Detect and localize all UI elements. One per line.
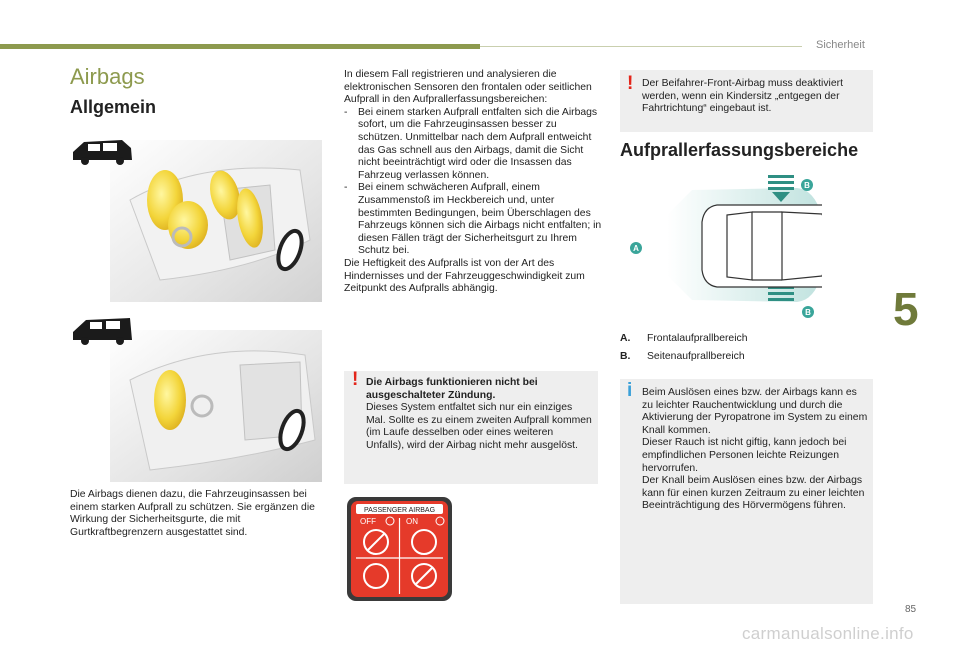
warning-text: Dieses System entfaltet sich nur ein einziges Mal. Sollte es zu einem zweiten Aufprall kommen (im Laufe desselben oder eines weiteren Unfalls), wird der Airbag nicht mehr ausgelöst. xyxy=(366,402,592,451)
header-accent-bar xyxy=(0,44,480,49)
header-rule xyxy=(480,46,802,47)
info-icon: i xyxy=(627,380,633,401)
page-number: 85 xyxy=(905,604,917,615)
watermark: carmanualsonline.info xyxy=(742,624,914,643)
panel-label: PASSENGER AIRBAG xyxy=(363,507,436,514)
zone-b-bottom-label: B xyxy=(805,308,811,317)
legend-key-b: B. xyxy=(620,350,631,362)
panel-off-label: OFF xyxy=(360,517,376,526)
closing-text: Die Heftigkeit des Aufpralls ist von der Art des Hindernisses und der Fahrzeuggeschwindigkeit zum Zeitpunkt des Aufpralls abhängig. xyxy=(344,257,585,295)
child-seat-warning-text: Der Beifahrer-Front-Airbag muss deaktiviert werden, wenn ein Kindersitz „entgegen der Fahrtrichtung“ eingebaut ist. xyxy=(642,78,843,115)
list-item xyxy=(620,333,860,346)
info-line: Der Knall beim Auslösen eines bzw. der Airbags kann für einen kurzen Zeitraum zu einer leichten Beeinträchtigung des Hörvermögens führen. xyxy=(642,475,865,512)
section-name: Sicherheit xyxy=(816,39,865,51)
bullet-weak-impact: Bei einem schwächeren Aufprall, einem Zusammenstoß im Heckbereich und, unter bestimmten Bedingungen, beim Überschlagen des Fahrzeugs können sich die Airbags nicht entfalten; in diesen Fällen trägt der Sicherheitsgurt zu Ihrem Schutz bei. xyxy=(358,182,602,257)
legend-label-b: Seitenaufprallbereich xyxy=(647,350,745,362)
deployment-description xyxy=(344,69,602,296)
panel-on-label: ON xyxy=(406,517,418,526)
impact-zones-diagram xyxy=(622,170,822,320)
van-icon xyxy=(73,318,132,345)
legend-key-a: A. xyxy=(620,333,631,344)
bullet-strong-impact: Bei einem starken Aufprall entfalten sich die Airbags sofort, um die Fahrzeuginsassen besser zu schützen. Unmittelbar nach dem Aufprall entweicht das Gas schnell aus den Airbags, damit die Sicht nicht beeinträchtigt wird oder die Insassen das Fahrzeug verlassen können. xyxy=(358,106,598,181)
airbags-purpose-text: Die Airbags dienen dazu, die Fahrzeuginsassen bei einem starken Aufprall zu schützen. Sie ergänzen die Wirkung der Sicherheitsgurte, die mit Gurtkraftbegrenzern ausgestattet sind. xyxy=(70,489,315,538)
info-line: Beim Auslösen eines bzw. der Airbags kann es zu leichter Rauchentwicklung und durch die Aktivierung der Pyropatrone im System zu einem Knall kommen. xyxy=(642,387,868,436)
list-item xyxy=(620,351,860,364)
page-title: Airbags xyxy=(70,64,145,89)
legend-label-a: Frontalaufprallbereich xyxy=(647,333,748,344)
front-airbags-illustration xyxy=(70,130,322,302)
info-line: Dieser Rauch ist nicht giftig, kann jedoch bei empfindlichen Personen leichte Reizungen hervorrufen. xyxy=(642,437,847,474)
chapter-number: 5 xyxy=(893,283,919,335)
section-subtitle: Allgemein xyxy=(70,97,157,117)
zones-legend xyxy=(620,333,860,368)
intro-text: In diesem Fall registrieren und analysieren die elektronischen Sensoren den frontalen oder seitlichen Aufprall in den Aufprallerfassungsbereichen: xyxy=(344,69,592,106)
list-item: - Bei einem schwächeren Aufprall, einem Zusammenstoß im Heckbereich und, unter bestimmten Bedingungen, beim Überschlagen des Fahrzeugs können sich die Airbags nicht entfalten; in diesen Fällen trägt der Sicherheitsgurt zu Ihrem Schutz bei. xyxy=(344,182,602,257)
side-airbags-illustration xyxy=(70,310,322,482)
zones-heading: Aufprallerfassungsbereiche xyxy=(620,140,859,160)
car-icon xyxy=(73,140,132,165)
zone-b-top-label: B xyxy=(804,181,810,190)
child-seat-warning-box xyxy=(620,70,873,132)
warning-exclamation-icon: ! xyxy=(352,369,359,390)
zone-a-label: A xyxy=(633,244,639,253)
list-item: - Bei einem starken Aufprall entfalten sich die Airbags sofort, um die Fahrzeuginsassen besser zu schützen. Unmittelbar nach dem Aufprall entweicht das Gas schnell aus den Airbags, damit die Sicht nicht beeinträchtigt wird oder die Insassen das Fahrzeug verlassen können. xyxy=(344,107,602,183)
warning-heading: Die Airbags funktionieren nicht bei ausgeschalteter Zündung. xyxy=(366,377,538,401)
ignition-warning-box xyxy=(344,371,598,484)
warning-exclamation-icon: ! xyxy=(627,73,634,94)
passenger-airbag-indicator xyxy=(346,496,453,602)
smoke-info-box xyxy=(620,379,873,604)
